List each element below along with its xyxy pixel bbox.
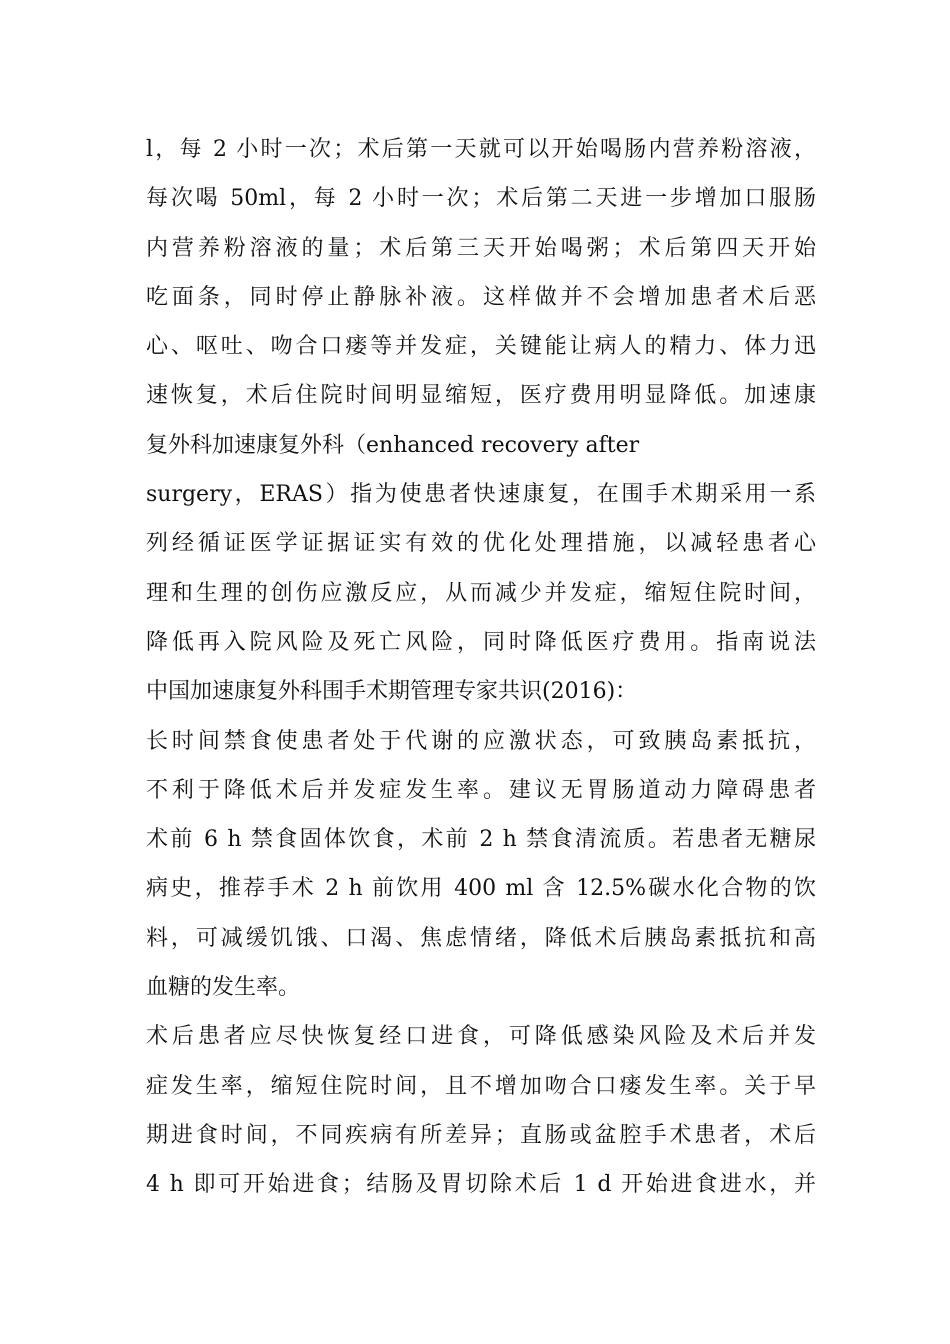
text-line: 理和生理的创伤应激反应，从而减少并发症，缩短住院时间， [146, 580, 816, 606]
text-line: 心、呕吐、吻合口瘘等并发症，关键能让病人的精力、体力迅 [146, 334, 816, 360]
text-line: 长时间禁食使患者处于代谢的应激状态，可致胰岛素抵抗， [146, 728, 816, 754]
text-line: l，每 2 小时一次；术后第一天就可以开始喝肠内营养粉溶液， [146, 137, 816, 162]
document-page [146, 125, 816, 1210]
text-line: 降低再入院风险及死亡风险，同时降低医疗费用。指南说法 [146, 629, 816, 655]
text-line: 血糖的发生率。 [146, 975, 301, 1001]
text-line: 病史，推荐手术 2 h 前饮用 400 ml 含 12.5%碳水化合物的饮 [146, 876, 816, 902]
text-line: 症发生率，缩短住院时间，且不增加吻合口瘘发生率。关于早 [146, 1073, 816, 1099]
text-line: 术后患者应尽快恢复经口进食，可降低感染风险及术后并发 [146, 1024, 816, 1050]
text-line: 复外科加速康复外科（enhanced recovery after [146, 432, 640, 458]
text-line: 速恢复，术后住院时间明显缩短，医疗费用明显降低。加速康 [146, 383, 816, 409]
text-line: 内营养粉溶液的量；术后第三天开始喝粥；术后第四天开始 [146, 235, 816, 261]
text-line: 4 h 即可开始进食；结肠及胃切除术后 1 d 开始进食进水，并 [146, 1172, 816, 1198]
text-line: 吃面条，同时停止静脉补液。这样做并不会增加患者术后恶 [146, 284, 816, 310]
text-line: 术前 6 h 禁食固体饮食，术前 2 h 禁食清流质。若患者无糖尿 [146, 827, 816, 853]
text-line: 不利于降低术后并发症发生率。建议无胃肠道动力障碍患者 [146, 777, 816, 803]
text-line: surgery，ERAS）指为使患者快速康复，在围手术期采用一系 [146, 482, 816, 508]
text-line: 每次喝 50ml，每 2 小时一次；术后第二天进一步增加口服肠 [146, 186, 816, 212]
text-line: 中国加速康复外科围手术期管理专家共识(2016)： [146, 679, 638, 705]
text-line: 料，可减缓饥饿、口渴、焦虑情绪，降低术后胰岛素抵抗和高 [146, 925, 816, 951]
text-line: 列经循证医学证据证实有效的优化处理措施，以减轻患者心 [146, 531, 816, 557]
text-line: 期进食时间，不同疾病有所差异；直肠或盆腔手术患者，术后 [146, 1122, 816, 1148]
